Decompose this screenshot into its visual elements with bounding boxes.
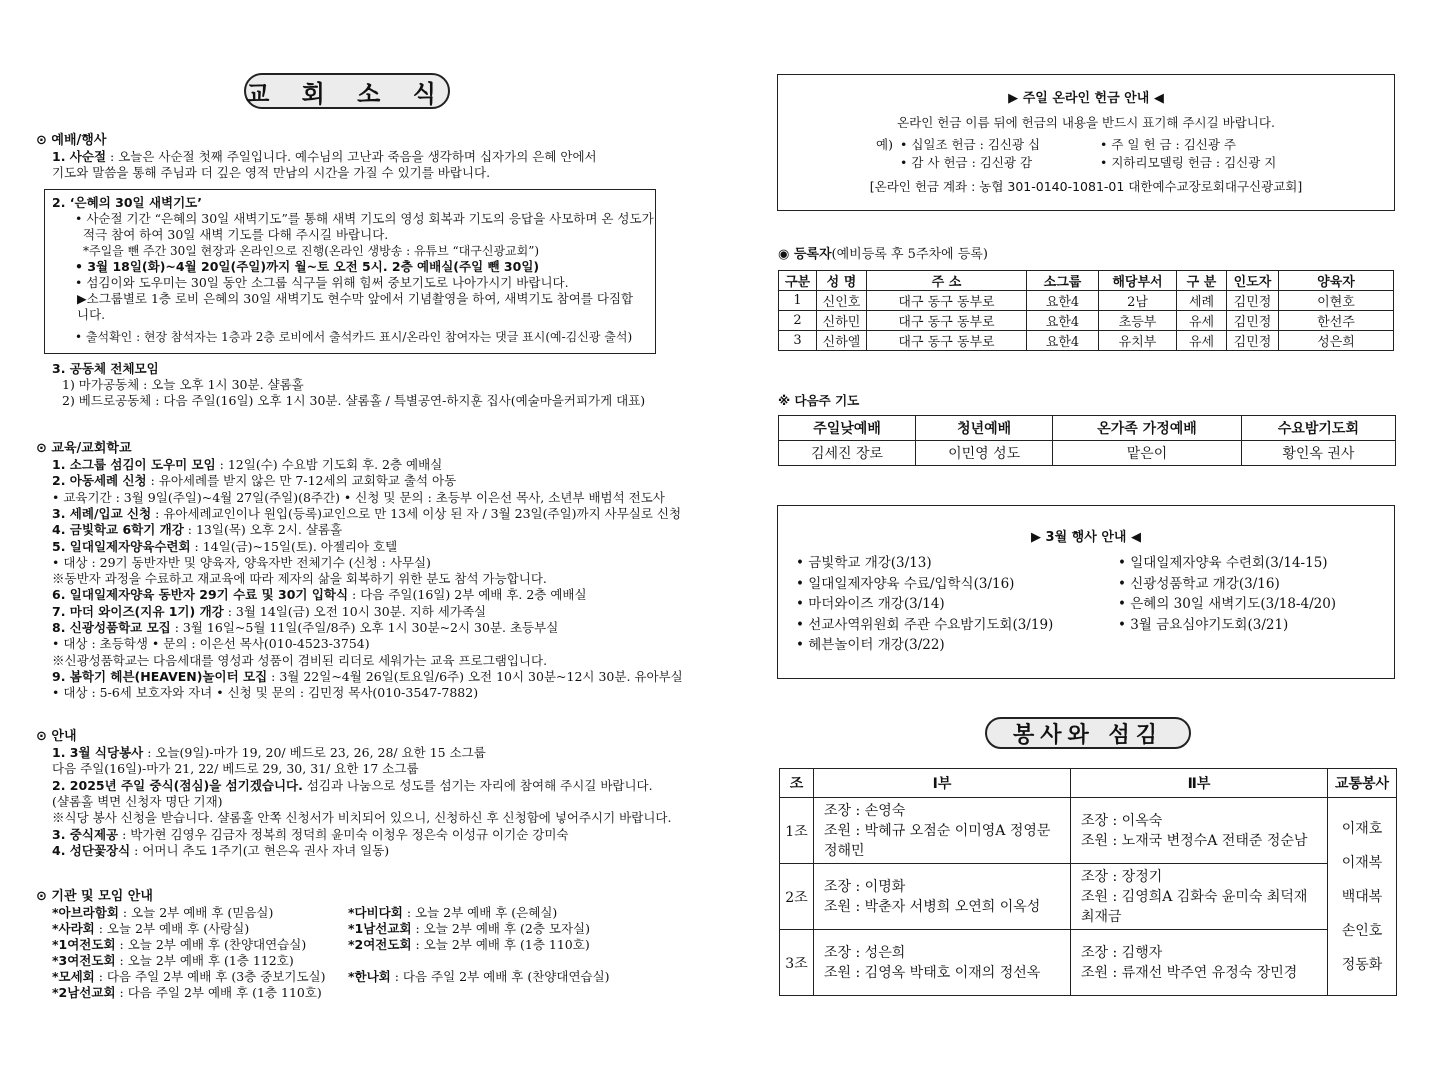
table-cell: 유세: [1177, 331, 1227, 351]
education-item: [52, 669, 683, 685]
event-item: • 일대일제자양육 수료/입학식(3/16): [796, 575, 1015, 592]
registrants-col-header: 해당부서: [1099, 271, 1177, 291]
registrants-col-header: 양육자: [1279, 271, 1394, 291]
traffic-volunteer: 백대복: [1341, 888, 1383, 905]
service-group: 1조: [780, 798, 814, 864]
education-item: [52, 457, 442, 473]
registrants-table: [778, 270, 1394, 351]
service-members: 조원 : 김영희A 김화숙 윤미숙 최덕재: [1081, 888, 1308, 905]
group-item-text: : 오늘 2부 예배 후 (1층 112호): [115, 953, 294, 968]
education-item-text: : 13일(목) 오후 2시. 샬롬홀: [183, 522, 343, 538]
group-item-text: : 다음 주일 2부 예배 후 (찬양대연습실): [390, 969, 610, 984]
service-row: [780, 930, 1397, 996]
education-item: [52, 555, 431, 571]
table-row: [779, 291, 1394, 311]
service-table: [779, 768, 1397, 996]
registrants-col-header: 주 소: [867, 271, 1027, 291]
education-item: [52, 522, 342, 538]
table-cell: 대구 동구 동부로: [867, 331, 1027, 351]
education-item: [52, 636, 370, 652]
group-item-title: *아브라함회: [52, 905, 119, 920]
service-leader: 조장 : 성은희: [824, 944, 906, 961]
education-item: [52, 620, 558, 636]
traffic-volunteer: 손인호: [1341, 922, 1383, 939]
group-item-text: : 오늘 2부 예배 후 (2층 모자실): [411, 921, 590, 936]
service-leader: 조장 : 김행자: [1081, 944, 1163, 961]
education-item-text: ※동반자 과정을 수료하고 재교육에 따라 제자의 삶을 회복하기 위한 분도 참석 가능합니다.: [52, 571, 547, 587]
prayer-leader: 김세진 장로: [779, 441, 916, 466]
table-cell: 김민정: [1227, 311, 1279, 331]
online-offering-box: [777, 74, 1395, 211]
education-item: [52, 587, 587, 603]
service-part-cell: [1071, 930, 1328, 996]
community-heading: 3. 공동체 전체모임: [52, 361, 159, 376]
education-item-title: 2. 아동세례 신청: [52, 473, 147, 489]
traffic-cell: [1328, 798, 1397, 996]
community-line: 1) 마가공동체 : 오늘 오후 1시 30분. 샬롬홀: [62, 377, 304, 392]
community-line: 2) 베드로공동체 : 다음 주일(16일) 오후 1시 30분. 샬롬홀 / 특별공연-하지훈 집사(예술마을커피가게 대표): [62, 393, 646, 408]
prayer-col-header: 주일낮예배: [779, 416, 916, 441]
event-item: • 3월 금요심야기도회(3/21): [1118, 616, 1289, 633]
group-item-text: : 오늘 2부 예배 후 (1층 110호): [411, 937, 590, 952]
dawn-prayer-line: 적극 참여 하여 30일 새벽 기도를 다해 주시길 바랍니다.: [83, 227, 389, 242]
prayer-heading: ※ 다음주 기도: [778, 393, 860, 408]
dawn-prayer-line: • 사순절 기간 “은혜의 30일 새벽기도”를 통해 새벽 기도의 영성 회복과 기도의 응답을 사모하며 온 성도가: [75, 211, 654, 226]
service-part-cell: [814, 864, 1071, 930]
dawn-prayer-box: [44, 189, 656, 354]
group-item-text: : 오늘 2부 예배 후 (믿음실): [118, 905, 274, 920]
group-item-title: *한나회: [348, 969, 391, 984]
dawn-prayer-line: • 3월 18일(화)~4월 20일(주일)까지 월~토 오전 5시. 2층 예배실(주일 뺀 30일): [75, 259, 540, 274]
education-item: [52, 473, 456, 489]
education-item-text: • 대상 : 5-6세 보호자와 자녀 • 신청 및 문의 : 김민정 목사(010-3547-7882): [52, 685, 479, 701]
dawn-prayer-line: • 섬김이와 도우미는 30일 동안 소그룹 식구들 위해 힘써 중보기도로 나아가시기 바랍니다.: [75, 275, 569, 290]
table-cell: 요한4: [1027, 331, 1099, 351]
service-group: 3조: [780, 930, 814, 996]
registrants-col-header: 구분: [779, 271, 817, 291]
group-item-title: *사라회: [52, 921, 95, 936]
group-item: [52, 905, 273, 921]
notice-item-text: (샬롬홀 벽면 신청자 명단 기재): [52, 793, 223, 809]
service-leader: 조장 : 이옥숙: [1081, 812, 1163, 829]
education-item-title: 8. 신광성품학교 모집: [52, 620, 171, 635]
table-cell: 한선주: [1279, 311, 1394, 331]
education-item: [52, 506, 681, 522]
education-item: [52, 571, 547, 587]
education-item-text: • 대상 : 29기 동반자반 및 양육자, 양육자반 전체기수 (신청 : 사무실): [52, 554, 431, 570]
table-cell: 신하민: [817, 311, 867, 331]
group-item: [348, 921, 590, 937]
table-cell: 이현호: [1279, 291, 1394, 311]
group-item-text: : 오늘 2부 예배 후 (사랑실): [94, 921, 250, 936]
education-item-text: : 3월 16일~5월 11일(주일/8주) 오후 1시 30분~2시 30분. 초등부실: [170, 620, 559, 635]
service-row: [780, 798, 1397, 864]
education-item-text: • 교육기간 : 3월 9일(주일)~4월 27일(주일)(8주간) • 신청 및 문의 : 초등부 이은선 목사, 소년부 배범석 전도사: [52, 489, 665, 505]
group-item-title: *모세회: [52, 969, 95, 984]
group-item-text: : 오늘 2부 예배 후 (은혜실): [402, 905, 558, 920]
table-cell: 3: [779, 331, 817, 351]
group-item-title: *2남선교회: [52, 985, 116, 1000]
service-part-cell: [814, 930, 1071, 996]
service-members: 정해민: [824, 842, 865, 859]
notice-item: [52, 794, 223, 810]
table-row: [779, 331, 1394, 351]
education-item-text: ※신광성품학교는 다음세대를 영성과 성품이 겸비된 리더로 세워가는 교육 프로그램입니다.: [52, 652, 548, 668]
service-part-cell: [814, 798, 1071, 864]
prayer-col-header: 수요밤기도회: [1241, 416, 1395, 441]
notice-item-text: 섬김과 나눔으로 성도를 섬기는 자리에 참여해 주시길 바랍니다.: [302, 777, 653, 793]
education-item-title: 6. 일대일제자양육 동반자 29기 수료 및 30기 입학식: [52, 587, 349, 603]
education-heading: ⊙ 교육/교회학교: [36, 441, 132, 456]
education-item-title: 4. 금빛학교 6학기 개강: [52, 522, 184, 538]
group-item: [348, 937, 590, 953]
group-item-title: *다비다회: [348, 905, 403, 920]
service-group: 2조: [780, 864, 814, 930]
dawn-prayer-line: • 출석확인 : 현장 참석자는 1층과 2층 로비에서 출석카드 표시/온라인 참여자는 댓글 표시(예-김신광 출석): [75, 330, 633, 344]
group-item: [348, 905, 557, 921]
registrants-col-header: 성 명: [817, 271, 867, 291]
service-part-cell: [1071, 864, 1328, 930]
offering-title: ▶ 주일 온라인 헌금 안내 ◀: [1008, 91, 1164, 106]
service-leader: 조장 : 장정기: [1081, 868, 1163, 885]
notice-item: [52, 761, 419, 777]
table-cell: 신인호: [817, 291, 867, 311]
event-item: • 은혜의 30일 새벽기도(3/18-4/20): [1118, 596, 1337, 612]
event-item: • 선교사역위원회 주관 수요밤기도회(3/19): [796, 616, 1054, 633]
table-cell: 대구 동구 동부로: [867, 291, 1027, 311]
registrants-col-header: 소그룹: [1027, 271, 1099, 291]
offering-ex-thanks: • 감 사 헌금 : 김신광 감: [900, 155, 1033, 170]
education-item-title: 9. 봄학기 헤븐(HEAVEN)놀이터 모집: [52, 668, 268, 684]
notice-item: [52, 810, 671, 826]
education-item: [52, 539, 397, 555]
education-item-text: : 12일(수) 수요밤 기도회 후. 2층 예배실: [215, 457, 443, 472]
notice-item-title: 2. 2025년 주일 중식(점심)을 섬기겠습니다.: [52, 777, 303, 793]
worship-item-1-cont: 기도와 말씀을 통해 주님과 더 깊은 영적 만남의 시간을 가질 수 있기를 바랍니다.: [52, 165, 491, 180]
education-item-text: : 다음 주일(16일) 2부 예배 후. 2층 예배실: [348, 587, 587, 603]
notice-item-text: : 어머니 추도 1주기(고 현은옥 권사 자녀 일동): [130, 842, 390, 858]
table-cell: 김민정: [1227, 291, 1279, 311]
education-item: [52, 653, 547, 669]
registrants-col-header: 구 분: [1177, 271, 1227, 291]
prayer-col-header: 온가족 가정예배: [1053, 416, 1242, 441]
worship-item-1: 1. 사순절 : 오늘은 사순절 첫째 주일입니다. 예수님의 고난과 죽음을 생각하며 십자가의 은혜 안에서: [52, 149, 597, 164]
event-item: • 헤븐놀이터 개강(3/22): [796, 637, 945, 653]
dawn-prayer-line: *주일을 뺀 주간 30일 현장과 온라인으로 진행(온라인 생방송 : 유튜브 “대구신광교회”): [83, 244, 540, 258]
group-item: [52, 953, 294, 969]
education-item: [52, 490, 665, 506]
table-cell: 2: [779, 311, 817, 331]
service-col-header: 조: [780, 769, 814, 798]
table-cell: 유세: [1177, 311, 1227, 331]
service-col-header: Ⅱ부: [1071, 769, 1328, 798]
education-item: [52, 604, 486, 620]
service-leader: 조장 : 손영숙: [824, 802, 906, 819]
prayer-leader: 맡은이: [1053, 441, 1242, 466]
service-members: 조원 : 김영옥 박태호 이재의 정선옥: [824, 964, 1041, 981]
table-cell: 세례: [1177, 291, 1227, 311]
education-item-title: 1. 소그룹 섬김이 도우미 모임: [52, 457, 216, 472]
offering-ex-sunday: • 주 일 헌 금 : 김신광 주: [1100, 137, 1236, 152]
service-members: 조원 : 박혜규 오점순 이미영A 정영문: [824, 822, 1051, 839]
table-cell: 초등부: [1099, 311, 1177, 331]
dawn-prayer-title: 2. ‘은혜의 30일 새벽기도’: [52, 195, 202, 210]
table-cell: 신하엘: [817, 331, 867, 351]
group-item-title: *1여전도회: [52, 937, 116, 952]
group-item-text: : 오늘 2부 예배 후 (찬양대연습실): [115, 937, 307, 952]
dawn-prayer-line: ▶소그룹별로 1층 로비 은혜의 30일 새벽기도 현수막 앞에서 기념촬영을 하여, 새벽기도 참여를 다짐합: [77, 291, 634, 306]
notice-item: [52, 827, 568, 843]
group-item-text: : 다음 주일 2부 예배 후 (3층 중보기도실): [94, 969, 326, 984]
table-cell: 성은희: [1279, 331, 1394, 351]
group-item: [52, 969, 325, 985]
registrants-col-header: 인도자: [1227, 271, 1279, 291]
table-cell: 요한4: [1027, 291, 1099, 311]
service-part-cell: [1071, 798, 1328, 864]
notice-item-title: 3. 중식제공: [52, 826, 119, 842]
notice-item: [52, 745, 486, 761]
table-cell: 2남: [1099, 291, 1177, 311]
education-item-text: : 3월 14일(금) 오전 10시 30분. 지하 세가족실: [223, 603, 487, 619]
offering-line: 온라인 헌금 이름 뒤에 헌금의 내용을 반드시 표기해 주시길 바랍니다.: [897, 115, 1275, 130]
march-events-box: [777, 505, 1395, 679]
education-item-text: • 대상 : 초등학생 • 문의 : 이은선 목사(010-4523-3754): [52, 636, 370, 652]
notice-item-text: ※식당 봉사 신청을 받습니다. 샬롬홀 안쪽 신청서가 비치되어 있으니, 신청하신 후 신청함에 넣어주시기 바랍니다.: [52, 810, 672, 826]
event-item: • 마더와이즈 개강(3/14): [796, 596, 945, 612]
service-members: 최재금: [1081, 908, 1122, 925]
table-cell: 유치부: [1099, 331, 1177, 351]
prayer-col-header: 청년예배: [916, 416, 1053, 441]
service-row: [780, 864, 1397, 930]
education-item-text: : 유아세례교인이나 원입(등록)교인으로 만 13세 이상 된 자 / 3월 23일(주일)까지 사무실로 신청: [151, 505, 682, 521]
event-item: • 일대일제자양육 수련회(3/14-15): [1118, 555, 1328, 571]
education-item-title: 5. 일대일제자양육수련회: [52, 538, 191, 554]
notice-item: [52, 843, 389, 859]
service-members: 조원 : 류재선 박주연 유정숙 장민경: [1081, 964, 1298, 981]
offering-account: [온라인 헌금 계좌 : 농협 301-0140-1081-01 대한예수교장로회대구신광교회]: [869, 179, 1303, 194]
service-leader: 조장 : 이명화: [824, 878, 906, 895]
notice-item-title: 4. 성단꽃장식: [52, 842, 131, 858]
group-item-title: *2여전도회: [348, 937, 412, 952]
notice-item: [52, 778, 653, 794]
service-col-header: Ⅰ부: [814, 769, 1071, 798]
traffic-volunteer: 이재호: [1341, 820, 1383, 837]
offering-ex-tithe: • 십일조 헌금 : 김신광 십: [900, 137, 1041, 152]
service-title: 봉사와 섬김: [985, 717, 1191, 749]
group-item-title: *1남선교회: [348, 921, 412, 936]
notice-item-text: : 박가현 김영우 김금자 정복희 정덕희 윤미숙 이청우 정은숙 이성규 이기순 강미숙: [118, 826, 569, 842]
service-col-header: 교통봉사: [1328, 769, 1397, 798]
table-row: [779, 311, 1394, 331]
education-item-text: : 3월 22일~4월 26일(토요일/6주) 오전 10시 30분~12시 30분. 유아부실: [267, 668, 683, 684]
table-cell: 1: [779, 291, 817, 311]
notice-item-text: : 오늘(9일)-마가 19, 20/ 베드로 23, 26, 28/ 요한 15 소그룹: [143, 745, 486, 760]
education-item-text: : 유아세례를 받지 않은 만 7-12세의 교회학교 출석 아동: [146, 473, 457, 489]
group-item: [348, 969, 610, 985]
table-cell: 요한4: [1027, 311, 1099, 331]
prayer-leader: 황인옥 권사: [1241, 441, 1395, 466]
traffic-volunteer: 정동화: [1341, 956, 1383, 973]
notice-item-title: 1. 3월 식당봉사: [52, 745, 144, 760]
table-cell: 김민정: [1227, 331, 1279, 351]
prayer-leader: 이민영 성도: [916, 441, 1053, 466]
table-cell: 대구 동구 동부로: [867, 311, 1027, 331]
event-item: • 금빛학교 개강(3/13): [796, 555, 932, 571]
education-item: [52, 685, 478, 701]
traffic-volunteer: 이재복: [1341, 854, 1383, 871]
offering-ex-remodel: • 지하리모델링 헌금 : 김신광 지: [1100, 155, 1277, 170]
groups-heading: ⊙ 기관 및 모임 안내: [36, 889, 153, 904]
prayer-table: [778, 415, 1396, 466]
registrants-heading: ◉ 등록자(예비등록 후 5주차에 등록): [778, 247, 988, 262]
dawn-prayer-line: 니다.: [77, 307, 106, 322]
group-item-text: : 다음 주일 2부 예배 후 (1층 110호): [115, 985, 322, 1000]
service-members: 조원 : 노재국 변정수A 전태준 정순남: [1081, 832, 1308, 849]
group-item: [52, 985, 322, 1001]
worship-heading: ⊙ 예배/행사: [36, 133, 107, 148]
education-item-text: : 14일(금)~15일(토). 아젤리아 호텔: [190, 538, 398, 554]
group-item: [52, 937, 306, 953]
group-item-title: *3여전도회: [52, 953, 116, 968]
group-item: [52, 921, 249, 937]
event-item: • 신광성품학교 개강(3/16): [1118, 575, 1280, 592]
education-item-title: 3. 세례/입교 신청: [52, 505, 152, 521]
events-title: ▶ 3월 행사 안내 ◀: [1031, 530, 1141, 545]
news-title: 교 회 소 식: [244, 73, 450, 109]
notice-item-text: 다음 주일(16일)-마가 21, 22/ 베드로 29, 30, 31/ 요한 17 소그룹: [52, 761, 419, 777]
education-item-title: 7. 마더 와이즈(지유 1기) 개강: [52, 603, 224, 619]
notice-heading: ⊙ 안내: [36, 729, 77, 744]
offering-ex-label: 예): [876, 137, 893, 152]
service-members: 조원 : 박춘자 서병희 오연희 이옥성: [824, 898, 1041, 915]
